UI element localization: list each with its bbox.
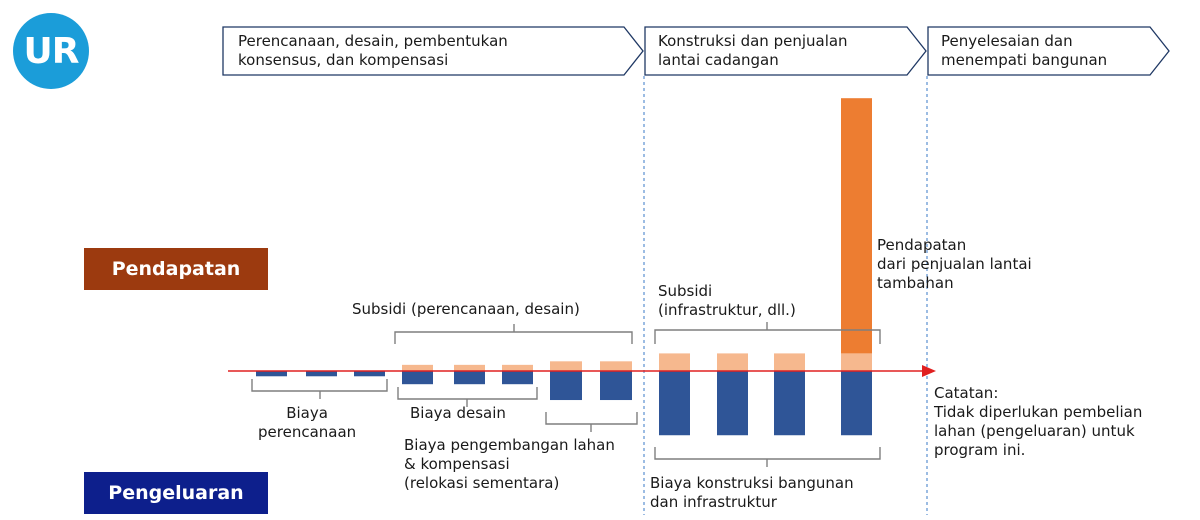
- bar-land-2-subsidy: [600, 361, 632, 371]
- bracket-land-cost: [546, 412, 637, 424]
- bar-design-2-expense: [454, 371, 485, 384]
- bar-land-1-expense: [550, 371, 582, 400]
- income-tag: Pendapatan: [84, 248, 268, 290]
- bar-construction-4-subsidy: [841, 353, 872, 371]
- planning-cost-label: Biaya perencanaan: [258, 404, 357, 441]
- phase-3-label: Penyelesaian dan menempati bangunan: [941, 32, 1108, 69]
- bar-construction-3-subsidy: [774, 353, 805, 371]
- time-axis-arrowhead: [922, 365, 936, 377]
- design-cost-label: Biaya desain: [410, 404, 506, 422]
- construction-cost-label: Biaya konstruksi bangunan dan infrastruktur: [650, 474, 854, 511]
- bar-construction-2-expense: [717, 371, 748, 435]
- land-cost-label: Biaya pengembangan lahan & kompensasi (relokasi sementara): [404, 436, 615, 492]
- phase-2-label: Konstruksi dan penjualan lantai cadangan: [658, 32, 848, 69]
- bar-design-1-expense: [402, 371, 433, 384]
- bars-group: [256, 98, 872, 435]
- bar-construction-2-subsidy: [717, 353, 748, 371]
- bar-design-3-subsidy: [502, 365, 533, 371]
- bar-design-3-expense: [502, 371, 533, 384]
- note-text: Catatan: Tidak diperlukan pembelian lahan (pengeluaran) untuk program ini.: [934, 384, 1143, 459]
- bar-land-1-subsidy: [550, 361, 582, 371]
- bracket-construction-cost: [655, 447, 880, 459]
- logo-text: UR: [23, 30, 79, 72]
- bar-land-2-expense: [600, 371, 632, 400]
- bar-construction-4-expense: [841, 371, 872, 435]
- bar-construction-4-sales: [841, 98, 872, 353]
- bar-design-1-subsidy: [402, 365, 433, 371]
- subsidy-infra-label: Subsidi (infrastruktur, dll.): [658, 282, 796, 319]
- bar-construction-1-expense: [659, 371, 690, 435]
- expense-tag: Pengeluaran: [84, 472, 268, 514]
- bracket-subsidy-planning: [395, 332, 632, 344]
- subsidy-planning-label: Subsidi (perencanaan, desain): [352, 300, 580, 318]
- bracket-design-cost: [398, 387, 537, 399]
- phase-1-label: Perencanaan, desain, pembentukan konsensus, dan kompensasi: [238, 32, 508, 69]
- sales-income-label: Pendapatan dari penjualan lantai tambahan: [877, 236, 1032, 292]
- bar-construction-1-subsidy: [659, 353, 690, 371]
- bar-design-2-subsidy: [454, 365, 485, 371]
- bracket-planning-cost: [252, 379, 387, 391]
- bar-construction-3-expense: [774, 371, 805, 435]
